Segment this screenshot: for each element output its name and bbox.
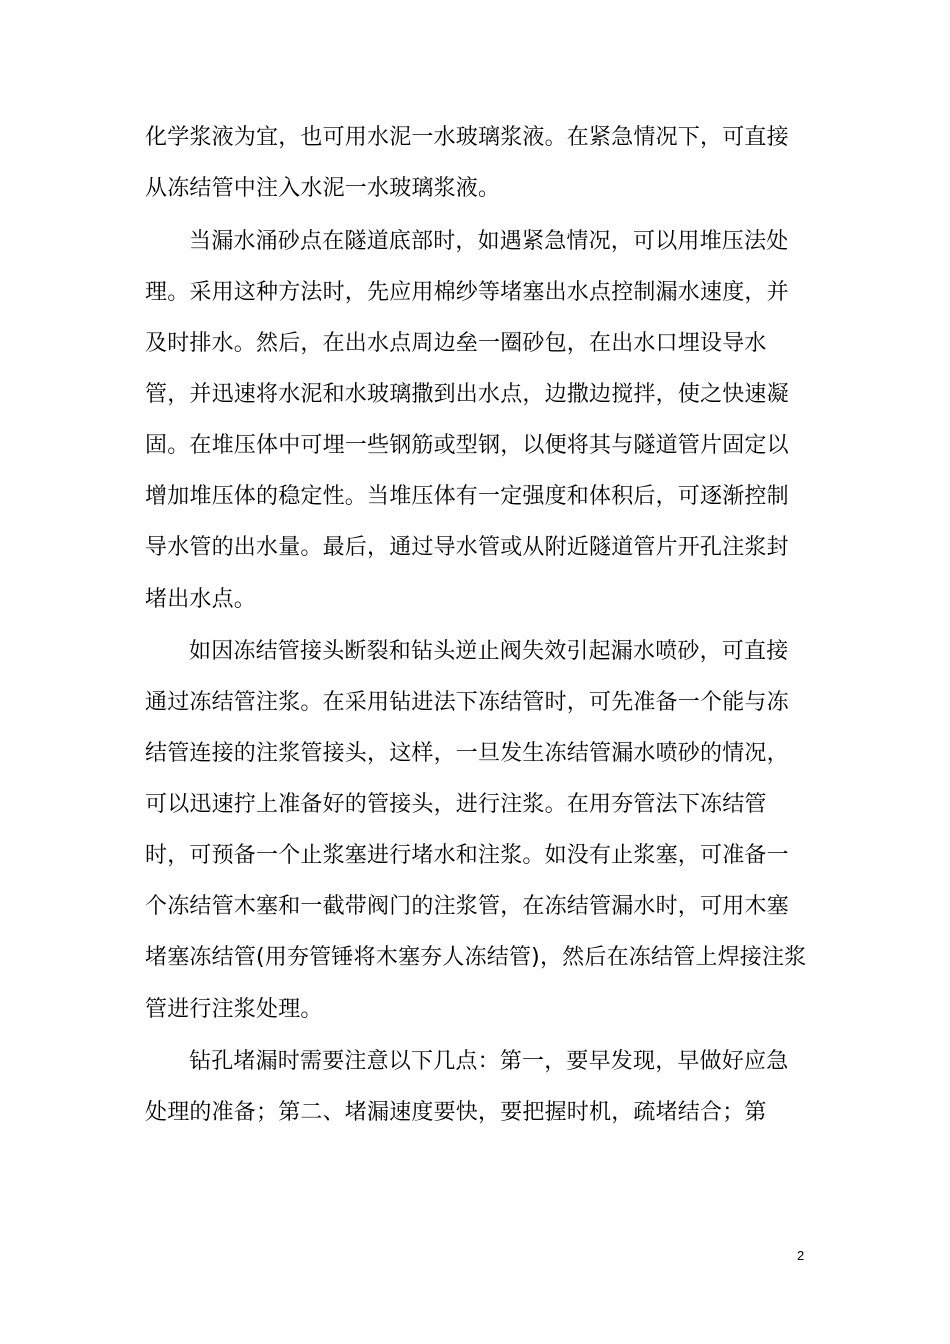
text-line: 理。采用这种方法时，先应用棉纱等堵塞出水点控制漏水速度，并	[145, 280, 789, 305]
text-line: 管进行注浆处理。	[145, 997, 323, 1022]
paragraph-first-line: 钻孔堵漏时需要注意以下几点：第一，要早发现，早做好应急	[189, 1049, 789, 1074]
page-number: 2	[797, 1248, 805, 1263]
text-line: 及时排水。然后，在出水点周边垒一圈砂包，在出水口埋设导水	[145, 331, 767, 356]
text-line: 增加堆压体的稳定性。当堆压体有一定强度和体积后，可逐渐控制	[145, 484, 789, 509]
text-line: 可以迅速拧上准备好的管接头，进行注浆。在用夯管法下冻结管	[145, 792, 767, 817]
text-line: 堵塞冻结管(用夯管锤将木塞夯人冻结管)，然后在冻结管上焊接注浆	[145, 945, 807, 970]
text-line: 处理的准备；第二、堵漏速度要快，要把握时机，疏堵结合；第	[145, 1100, 767, 1125]
text-line: 时，可预备一个止浆塞进行堵水和注浆。如没有止浆塞，可准备一	[145, 843, 789, 868]
paragraph-first-line: 当漏水涌砂点在隧道底部时，如遇紧急情况，可以用堆压法处	[189, 229, 789, 254]
text-line: 个冻结管木塞和一截带阀门的注浆管，在冻结管漏水时，可用木塞	[145, 894, 789, 919]
paragraph-first-line: 如因冻结管接头断裂和钻头逆止阀失效引起漏水喷砂，可直接	[189, 639, 789, 664]
text-line: 化学浆液为宜，也可用水泥一水玻璃浆液。在紧急情况下，可直接	[145, 125, 789, 150]
text-line: 管，并迅速将水泥和水玻璃撒到出水点，边撒边搅拌，使之快速凝	[145, 382, 789, 407]
text-line: 固。在堆压体中可埋一些钢筋或型钢，以便将其与隧道管片固定以	[145, 433, 789, 458]
text-line: 结管连接的注浆管接头，这样，一旦发生冻结管漏水喷砂的情况，	[145, 741, 789, 766]
text-line: 堵出水点。	[145, 587, 257, 612]
text-line: 通过冻结管注浆。在采用钻进法下冻结管时，可先准备一个能与冻	[145, 690, 789, 715]
text-line: 导水管的出水量。最后，通过导水管或从附近隧道管片开孔注浆封	[145, 535, 789, 560]
text-line: 从冻结管中注入水泥一水玻璃浆液。	[145, 176, 501, 201]
